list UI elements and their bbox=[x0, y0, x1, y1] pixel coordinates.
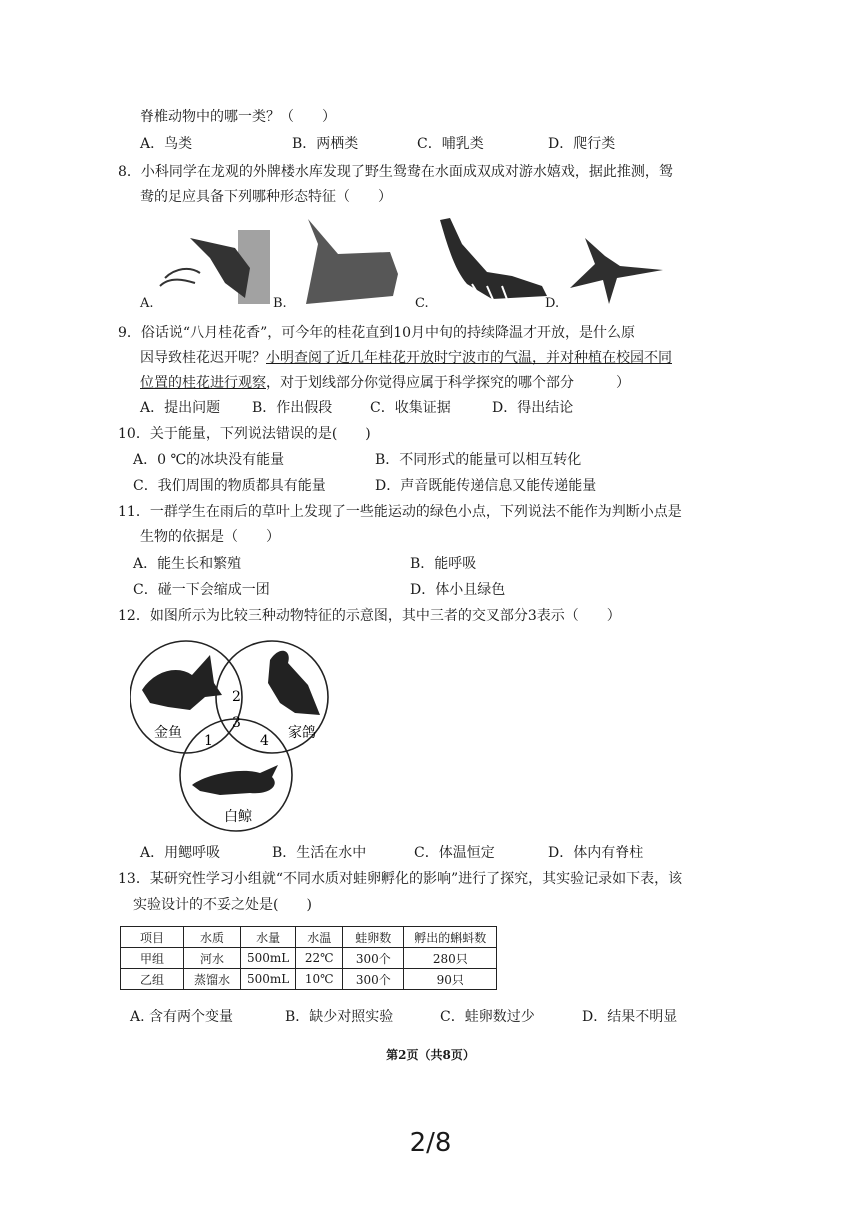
q9-underlined-part1: 小明查阅了近几年桂花开放时宁波市的气温，并对种植在校园不同 bbox=[266, 350, 672, 366]
table-cell: 300个 bbox=[343, 969, 404, 990]
q11-stem-line1: 11．一群学生在雨后的草叶上发现了一些能运动的绿色小点，下列说法不能作为判断小点是 bbox=[118, 504, 682, 520]
q8-label-d: D. bbox=[545, 296, 560, 311]
q8-label-b: B. bbox=[273, 296, 287, 311]
table-cell: 22℃ bbox=[296, 948, 343, 969]
page-number: 2/8 bbox=[409, 1128, 452, 1158]
q7-option-d: D．爬行类 bbox=[548, 136, 616, 152]
q7-option-a: A．鸟类 bbox=[140, 136, 193, 152]
q10-option-b: B．不同形式的能量可以相互转化 bbox=[375, 452, 582, 468]
q9-option-d: D．得出结论 bbox=[492, 400, 574, 416]
q11-option-b: B．能呼吸 bbox=[410, 556, 477, 572]
q8-stem-line2: 鸯的足应具备下列哪种形态特征（ ） bbox=[140, 189, 392, 205]
q8-stem-line1: 8．小科同学在龙观的外牌楼水库发现了野生鸳鸯在水面成双成对游水嬉戏，据此推测，鸳 bbox=[118, 164, 673, 180]
table-cell: 280只 bbox=[404, 948, 497, 969]
q9-stem-line3-suffix: ，对于划线部分你觉得应属于科学探究的哪个部分 ） bbox=[266, 375, 630, 391]
q9-stem-line2-prefix: 因导致桂花迟开呢？ bbox=[140, 350, 266, 366]
q11-stem-line2: 生物的依据是（ ） bbox=[140, 529, 280, 545]
table-header-cell: 水质 bbox=[184, 927, 241, 948]
q8-label-c: C. bbox=[415, 296, 429, 311]
q8-image-a bbox=[150, 228, 275, 306]
q8-label-a: A. bbox=[140, 296, 154, 311]
q9-stem-line1: 9．俗话说“八月桂花香”，可今年的桂花直到10月中旬的持续降温才开放，是什么原 bbox=[118, 325, 636, 341]
q7-stem-tail: 脊椎动物中的哪一类？（ ） bbox=[140, 109, 336, 125]
venn-region-4: 4 bbox=[260, 733, 269, 749]
q10-stem: 10．关于能量，下列说法错误的是( ) bbox=[118, 426, 371, 442]
q9-option-a: A．提出问题 bbox=[140, 400, 221, 416]
table-header-cell: 水量 bbox=[241, 927, 296, 948]
venn-region-3: 3 bbox=[232, 715, 241, 731]
venn-region-1: 1 bbox=[204, 733, 213, 749]
venn-label-pigeon: 家鸽 bbox=[288, 725, 316, 741]
table-cell: 河水 bbox=[184, 948, 241, 969]
q12-option-d: D．体内有脊柱 bbox=[548, 845, 644, 861]
q10-option-c: C．我们周围的物质都具有能量 bbox=[133, 478, 326, 494]
q12-venn-diagram bbox=[130, 635, 350, 835]
pigeon-image bbox=[268, 651, 320, 715]
q9-stem-line2 bbox=[140, 349, 672, 367]
table-row bbox=[121, 969, 497, 990]
table-cell: 300个 bbox=[343, 948, 404, 969]
q12-option-c: C．体温恒定 bbox=[414, 845, 495, 861]
table-header-cell: 项目 bbox=[121, 927, 184, 948]
q11-option-c: C．碰一下会缩成一团 bbox=[133, 582, 270, 598]
q9-underlined-part2: 位置的桂花进行观察 bbox=[140, 375, 266, 391]
q13-stem-line2: 实验设计的不妥之处是( ) bbox=[133, 897, 312, 913]
q13-option-a: A. 含有两个变量 bbox=[130, 1009, 234, 1025]
q11-option-d: D．体小且绿色 bbox=[410, 582, 506, 598]
table-header-cell: 孵出的蝌蚪数 bbox=[404, 927, 497, 948]
q8-image-c bbox=[432, 214, 550, 306]
q13-option-c: C．蛙卵数过少 bbox=[440, 1009, 535, 1025]
venn-label-goldfish: 金鱼 bbox=[154, 725, 182, 741]
q13-stem-line1: 13．某研究性学习小组就“不同水质对蛙卵孵化的影响”进行了探究，其实验记录如下表，该 bbox=[118, 871, 683, 887]
q9-stem-line3 bbox=[140, 374, 630, 392]
q9-option-c: C．收集证据 bbox=[370, 400, 451, 416]
table-cell: 乙组 bbox=[121, 969, 184, 990]
q7-option-c: C．哺乳类 bbox=[417, 136, 484, 152]
q10-option-d: D．声音既能传递信息又能传递能量 bbox=[375, 478, 597, 494]
q13-option-d: D．结果不明显 bbox=[582, 1009, 678, 1025]
table-header-cell: 蛙卵数 bbox=[343, 927, 404, 948]
q11-option-a: A．能生长和繁殖 bbox=[133, 556, 242, 572]
q12-stem: 12．如图所示为比较三种动物特征的示意图，其中三者的交叉部分3表示（ ） bbox=[118, 608, 621, 624]
table-cell: 500mL bbox=[241, 969, 296, 990]
q9-option-b: B．作出假段 bbox=[252, 400, 333, 416]
table-cell: 10℃ bbox=[296, 969, 343, 990]
q13-experiment-table bbox=[120, 926, 497, 990]
table-row bbox=[121, 948, 497, 969]
table-cell: 甲组 bbox=[121, 948, 184, 969]
table-header-row bbox=[121, 927, 497, 948]
venn-label-beluga: 白鲸 bbox=[224, 809, 252, 825]
q13-option-b: B．缺少对照实验 bbox=[285, 1009, 394, 1025]
q12-option-a: A．用鳃呼吸 bbox=[140, 845, 221, 861]
q8-image-b bbox=[298, 214, 403, 308]
table-header-cell: 水温 bbox=[296, 927, 343, 948]
q12-option-b: B．生活在水中 bbox=[272, 845, 367, 861]
beluga-image bbox=[192, 765, 278, 795]
table-cell: 500mL bbox=[241, 948, 296, 969]
table-cell: 蒸馏水 bbox=[184, 969, 241, 990]
q7-option-b: B．两栖类 bbox=[292, 136, 359, 152]
goldfish-image bbox=[142, 655, 222, 710]
venn-region-2: 2 bbox=[232, 689, 241, 705]
q8-image-d bbox=[565, 236, 670, 306]
page-footer: 第2页（共8页） bbox=[386, 1048, 475, 1062]
q10-option-a: A．0 ℃的冰块没有能量 bbox=[133, 452, 285, 468]
table-cell: 90只 bbox=[404, 969, 497, 990]
